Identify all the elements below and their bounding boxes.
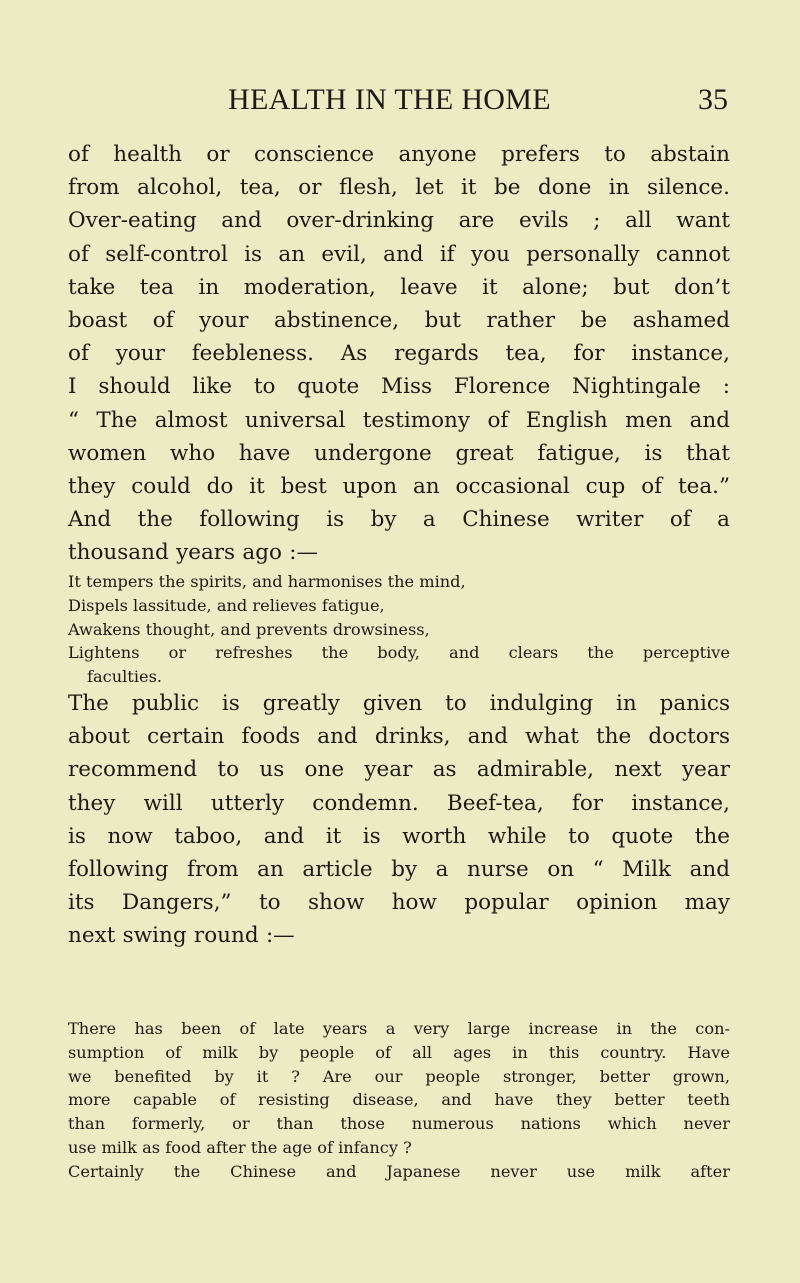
text-line: of self-control is an evil, and if you personally cannot [68, 241, 730, 267]
quote-line: It tempers the spirits, and harmonises the mind, [68, 572, 466, 591]
page-number: 35 [698, 83, 728, 116]
block-quote-1 [68, 570, 730, 689]
paragraph-2-text [68, 687, 730, 953]
quote-line: use milk as food after the age of infancy ? [68, 1137, 412, 1157]
text-line: take tea in moderation, leave it alone; but don’t [68, 274, 730, 300]
running-head [0, 80, 800, 120]
block-quote-2 [68, 1017, 730, 1184]
quote-line: Dispels lassitude, and relieves fatigue, [68, 595, 385, 615]
text-line: thousand years ago :— [68, 540, 319, 566]
running-title: HEALTH IN THE HOME [228, 83, 551, 116]
quote-line: Awakens thought, and prevents drowsiness, [68, 619, 430, 639]
quote-line: There has been of late years a very large increase in the con- [68, 1019, 730, 1038]
text-line: Over-eating and over-drinking are evils ; all want [68, 208, 730, 234]
quote-line: more capable of resisting disease, and have they better teeth [68, 1090, 730, 1110]
text-line: is now taboo, and it is worth while to quote the [68, 823, 730, 849]
text-line: “ The almost universal testimony of English men and [68, 407, 730, 433]
verse-quote [68, 570, 730, 689]
quote-line: we benefited by it ? Are our people stronger, better grown, [68, 1066, 730, 1086]
text-line: women who have undergone great fatigue, is that [68, 440, 730, 466]
text-line: boast of your abstinence, but rather be ashamed [68, 308, 730, 334]
text-line: of your feebleness. As regards tea, for instance, [68, 341, 730, 367]
text-line: of health or conscience anyone prefers to abstain [68, 142, 730, 167]
paragraph-2 [68, 687, 730, 953]
paragraph-1 [68, 138, 730, 570]
quote-line: than formerly, or than those numerous nations which never [68, 1114, 730, 1134]
text-line: its Dangers,” to show how popular opinion may [68, 890, 730, 916]
text-line: next swing round :— [68, 923, 295, 949]
text-line: they could do it best upon an occasional cup of tea.” [68, 474, 730, 500]
paragraph-1-text [68, 138, 730, 570]
text-line: And the following is by a Chinese writer of a [68, 507, 730, 533]
quote-line: Certainly the Chinese and Japanese never use milk after [68, 1161, 730, 1181]
text-line: about certain foods and drinks, and what the doctors [68, 724, 730, 750]
text-line: I should like to quote Miss Florence Nightingale : [68, 374, 730, 400]
text-line: they will utterly condemn. Beef-tea, for instance, [68, 790, 730, 816]
prose-quote [68, 1017, 730, 1184]
quote-line: Lightens or refreshes the body, and clears the perceptive [68, 643, 730, 663]
text-line: The public is greatly given to indulging in panics [68, 691, 730, 716]
quote-line: faculties. [87, 667, 163, 687]
text-line: from alcohol, tea, or flesh, let it be done in silence. [68, 175, 730, 201]
text-line: recommend to us one year as admirable, next year [68, 757, 730, 783]
text-line: following from an article by a nurse on “ Milk and [68, 857, 730, 883]
quote-line: sumption of milk by people of all ages in this country. Have [68, 1042, 730, 1062]
